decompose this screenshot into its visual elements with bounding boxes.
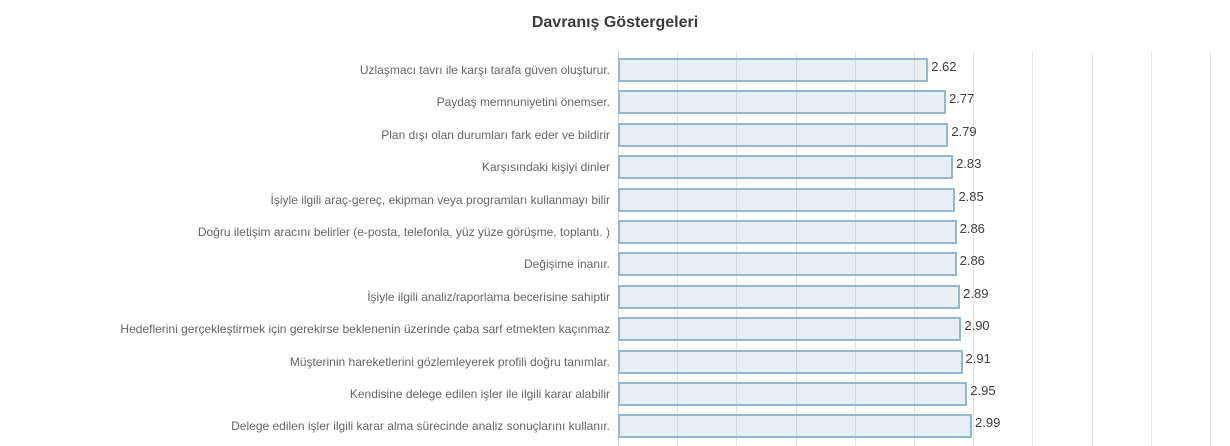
bar xyxy=(618,188,955,212)
gridline xyxy=(1032,52,1033,446)
bar xyxy=(618,155,953,179)
bar xyxy=(618,123,948,147)
gridline xyxy=(1210,52,1211,446)
bar xyxy=(618,414,972,438)
bar-value-label: 2.86 xyxy=(959,253,985,269)
bar-value-label: 2.86 xyxy=(959,221,985,236)
bar-value-label: 2.90 xyxy=(964,318,990,334)
category-label: Değişime inanır. xyxy=(523,257,610,272)
bar xyxy=(618,285,960,309)
category-label: Hedeflerini gerçekleştirmek için gerekirse beklenenin üzerinde çaba sarf etmekten kaçınmaz xyxy=(120,322,610,337)
bar-value-label: 2.89 xyxy=(963,285,989,301)
bar xyxy=(618,382,967,406)
category-label: Karşısındaki kişiyi dinler xyxy=(481,160,610,175)
bar xyxy=(618,90,946,114)
bar xyxy=(618,220,957,244)
gridline xyxy=(1092,52,1093,446)
bar-value-label: 2.91 xyxy=(965,350,991,366)
bar-value-label: 2.77 xyxy=(948,91,975,107)
bar-value-label: 2.83 xyxy=(956,156,982,172)
category-label: Uzlaşmacı tavrı ile karşı tarafa güven oluşturur. xyxy=(359,63,610,77)
bar-value-label: 2.62 xyxy=(931,59,957,74)
category-label: Plan dışı olan durumları fark eder ve bildirir xyxy=(381,127,610,142)
bar xyxy=(618,58,928,82)
bar-value-label: 2.85 xyxy=(958,188,984,204)
category-label: Kendisine delege edilen işler ile ilgili karar alabilir xyxy=(349,387,610,401)
bar xyxy=(618,350,963,374)
bar-value-label: 2.79 xyxy=(951,123,977,139)
category-label: İşiyle ilgili araç-gereç, ekipman veya programları kullanmayı bilir xyxy=(270,192,610,207)
category-label: Delege edilen işler ilgili karar alma sürecinde analiz sonuçlarını kullanır. xyxy=(231,419,610,434)
category-label: Müşterinin hareketlerini gözlemleyerek profili doğru tanımlar. xyxy=(289,354,610,369)
bar-value-label: 2.99 xyxy=(975,415,1001,431)
category-label: Doğru iletişim aracını belirler (e-posta, telefonla, yüz yüze görüşme, toplantı. ) xyxy=(197,225,610,239)
chart-title: Davranış Göstergeleri xyxy=(531,14,699,31)
bar xyxy=(618,317,961,341)
bar xyxy=(618,252,957,276)
category-label: İşiyle ilgili analiz/raporlama becerisine sahiptir xyxy=(367,289,610,304)
bar-value-label: 2.95 xyxy=(970,383,996,398)
gridline xyxy=(1151,52,1152,446)
category-label: Paydaş memnuniyetini önemser. xyxy=(436,95,610,110)
